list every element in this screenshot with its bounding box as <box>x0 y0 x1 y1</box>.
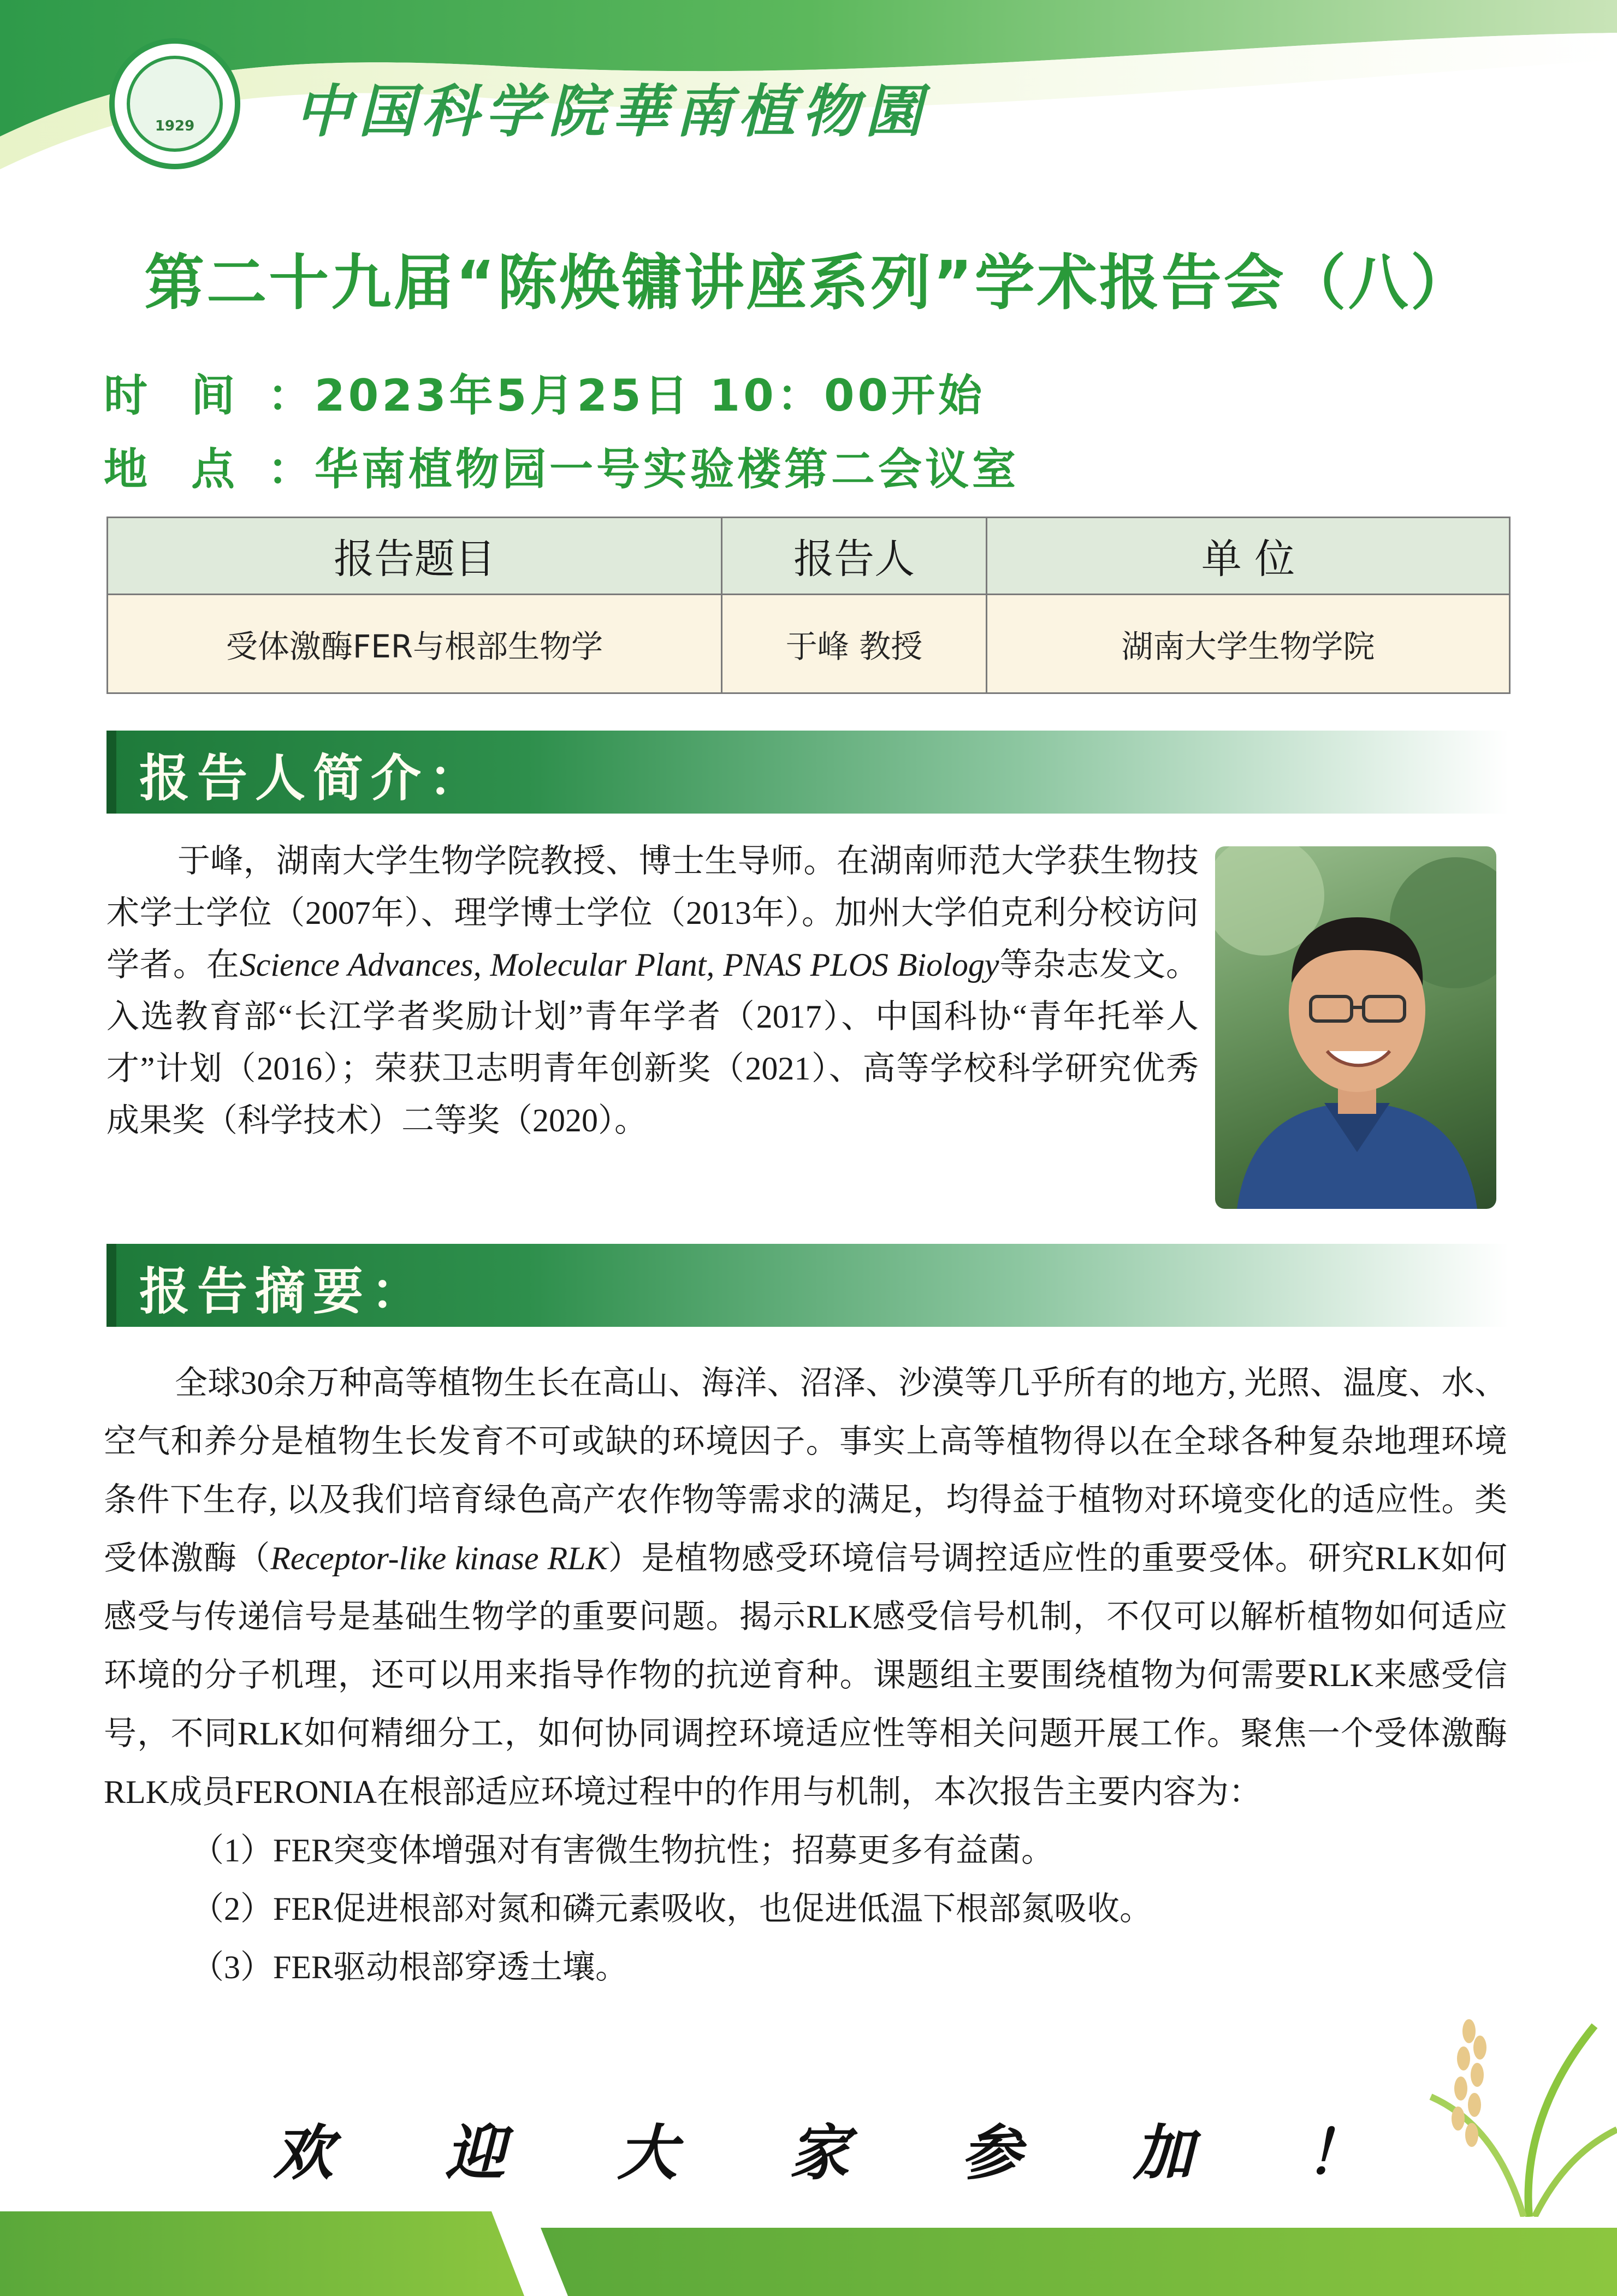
welcome-char: 加 <box>1133 2117 1193 2188</box>
bio-bar-accent <box>106 731 116 814</box>
page-title: 第二十九届“陈焕镛讲座系列”学术报告会（八） <box>144 248 1473 318</box>
logo-inner-ring <box>127 56 223 152</box>
abstract-term: Receptor-like kinase RLK <box>270 1540 608 1576</box>
garden-logo <box>109 38 240 169</box>
welcome-char: ！ <box>1305 2117 1365 2188</box>
welcome-char: 家 <box>789 2117 849 2188</box>
bio-text-part2: 等杂志发文。入选教育部“长江学者奖励计划”青年学者（2017）、中国科协“青年托举人才”计划（2016）；荣获卫志明青年创新奖（2021）、高等学校科学研究优秀成果奖（科学技术）二等奖（2020）。 <box>106 947 1199 1138</box>
time-label: 时间 <box>104 370 279 421</box>
welcome-char: 迎 <box>445 2117 505 2188</box>
abstract-text-part2: ）是植物感受环境信号调控适应性的重要受体。研究RLK如何感受与传递信号是基础生物学的重要问题。揭示RLK感受信号机制，不仅可以解析植物如何适应环境的分子机理，还可以用来指导作物的抗逆育种。课题组主要围绕植物为何需要RLK来感受信号，不同RLK如何精细分工，如何协同调控环境适应性等相关问题开展工作。聚焦一个受体激酶RLK成员FERONIA在根部适应环境过程中的作用与机制，本次报告主要内容为： <box>104 1540 1508 1810</box>
place-value: ：华南植物园一号实验楼第二会议室 <box>268 444 1019 495</box>
bio-text-part1: 于峰，湖南大学生物学院教授、博士生导师。在湖南师范大学获生物技术学士学位（2007年）、理学博士学位（2013年）。加州大学伯克利分校访问学者。在 <box>106 843 1199 983</box>
rice-plant-decoration <box>1420 1966 1617 2217</box>
table-header-row <box>108 518 1510 595</box>
welcome-line <box>273 2105 1365 2191</box>
table-row <box>108 595 1510 693</box>
abstract-item-1: （1）FER突变体增强对有害微生物抗性；招募更多有益菌。 <box>191 1832 1055 1868</box>
bio-paragraph <box>106 835 1199 1147</box>
welcome-char: 参 <box>961 2117 1021 2188</box>
abstract-item-3: （3）FER驱动根部穿透土壤。 <box>191 1949 629 1985</box>
report-table <box>106 517 1511 694</box>
bio-section-bar <box>106 731 1509 814</box>
table-header-speaker: 报告人 <box>722 518 987 595</box>
bio-text <box>106 835 1199 1147</box>
abstract-paragraph <box>104 1354 1507 1822</box>
org-name: 中国科学院華南植物園 <box>295 78 929 145</box>
abstract-text-part1: 全球30余万种高等植物生长在高山、海洋、沼泽、沙漠等几乎所有的地方, 光照、温度、水、空气和养分是植物生长发育不可或缺的环境因子。事实上高等植物得以在全球各种复杂地理环境条件下生存, 以及我们培育绿色高产农作物等需求的满足，均得益于植物对环境变化的适应性。类受体激酶（ <box>104 1365 1507 1576</box>
logo-year: 1929 <box>155 118 195 134</box>
table-cell-speaker: 于峰 教授 <box>722 595 987 693</box>
bio-heading: 报告人简介： <box>139 749 487 808</box>
table-header-topic: 报告题目 <box>108 518 722 595</box>
abstract-item-2: （2）FER促进根部对氮和磷元素吸收，也促进低温下根部氮吸收。 <box>191 1891 1153 1927</box>
speaker-portrait <box>1215 846 1496 1209</box>
place-label: 地点 <box>104 444 279 495</box>
place-line <box>104 434 1019 497</box>
abstract-text <box>104 1354 1507 1997</box>
table-header-unit: 单 位 <box>987 518 1510 595</box>
welcome-char: 大 <box>617 2117 677 2188</box>
abstract-section-bar <box>106 1244 1509 1327</box>
abstract-heading: 报告摘要： <box>139 1262 429 1321</box>
table-cell-topic: 受体激酶FER与根部生物学 <box>108 595 722 693</box>
table-cell-unit: 湖南大学生物学院 <box>987 595 1510 693</box>
time-line <box>104 360 985 423</box>
abstract-bar-accent <box>106 1244 116 1327</box>
time-value: ：2023年5月25日 10：00开始 <box>268 370 986 421</box>
footer-green-band <box>0 2190 1617 2296</box>
bio-journals: Science Advances, Molecular Plant, PNAS PLOS Biology <box>239 947 999 983</box>
portrait-illustration <box>1215 846 1496 1209</box>
welcome-char: 欢 <box>273 2117 333 2188</box>
